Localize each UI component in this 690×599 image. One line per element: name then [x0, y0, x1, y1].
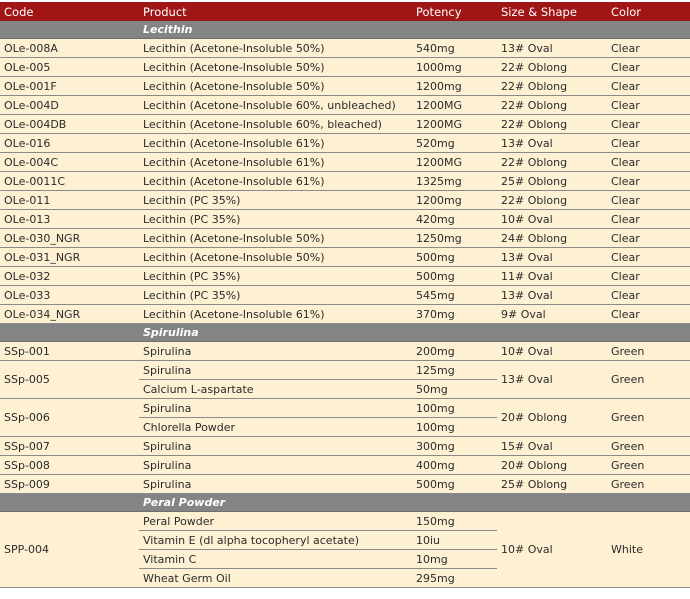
- cell-color: Clear: [607, 134, 690, 153]
- cell-size-shape: 13# Oval: [497, 286, 607, 305]
- cell-potency: 520mg: [412, 134, 497, 153]
- cell-size-shape: 10# Oval: [497, 210, 607, 229]
- section-blank-cell: [0, 21, 139, 39]
- cell-product: Spirulina: [139, 342, 412, 361]
- cell-color: Green: [607, 437, 690, 456]
- cell-size-shape: 13# Oval: [497, 134, 607, 153]
- table-row: [0, 153, 690, 172]
- cell-size-shape: 22# Oblong: [497, 58, 607, 77]
- cell-size-shape: 22# Oblong: [497, 96, 607, 115]
- cell-product: Vitamin C: [139, 550, 412, 569]
- cell-code: SSp-001: [0, 342, 139, 361]
- cell-size-shape: 13# Oval: [497, 248, 607, 267]
- table-row: [0, 456, 690, 475]
- cell-size-shape: 15# Oval: [497, 437, 607, 456]
- cell-potency: 100mg: [412, 418, 497, 437]
- cell-product: Spirulina: [139, 399, 412, 418]
- cell-code: SSp-008: [0, 456, 139, 475]
- table-row: [0, 399, 690, 418]
- table-body: [0, 21, 690, 588]
- cell-code: OLe-032: [0, 267, 139, 286]
- cell-potency: 370mg: [412, 305, 497, 324]
- cell-potency: 125mg: [412, 361, 497, 380]
- cell-product: Vitamin E (dl alpha tocopheryl acetate): [139, 531, 412, 550]
- cell-product: Lecithin (Acetone-Insoluble 50%): [139, 77, 412, 96]
- cell-product: Lecithin (PC 35%): [139, 210, 412, 229]
- cell-potency: 1200MG: [412, 153, 497, 172]
- section-row: [0, 21, 690, 39]
- cell-size-shape: 24# Oblong: [497, 229, 607, 248]
- cell-potency: 1200mg: [412, 77, 497, 96]
- header-product: Product: [139, 2, 412, 21]
- table-row: [0, 512, 690, 531]
- cell-color: Green: [607, 361, 690, 399]
- cell-size-shape: 13# Oval: [497, 39, 607, 58]
- cell-color: Clear: [607, 286, 690, 305]
- cell-potency: 295mg: [412, 569, 497, 588]
- cell-code: OLe-011: [0, 191, 139, 210]
- cell-potency: 10iu: [412, 531, 497, 550]
- cell-color: Green: [607, 342, 690, 361]
- cell-size-shape: 10# Oval: [497, 512, 607, 588]
- cell-potency: 300mg: [412, 437, 497, 456]
- cell-color: Clear: [607, 39, 690, 58]
- cell-product: Calcium L-aspartate: [139, 380, 412, 399]
- cell-code: OLe-005: [0, 58, 139, 77]
- cell-potency: 150mg: [412, 512, 497, 531]
- table-row: [0, 305, 690, 324]
- cell-size-shape: 25# Oblong: [497, 475, 607, 494]
- cell-size-shape: 10# Oval: [497, 342, 607, 361]
- cell-code: SSp-009: [0, 475, 139, 494]
- cell-code: OLe-016: [0, 134, 139, 153]
- cell-product: Lecithin (Acetone-Insoluble 61%): [139, 172, 412, 191]
- cell-potency: 400mg: [412, 456, 497, 475]
- cell-product: Spirulina: [139, 475, 412, 494]
- cell-potency: 50mg: [412, 380, 497, 399]
- cell-code: OLe-001F: [0, 77, 139, 96]
- table-row: [0, 286, 690, 305]
- cell-potency: 545mg: [412, 286, 497, 305]
- cell-potency: 1200MG: [412, 96, 497, 115]
- cell-code: OLe-004C: [0, 153, 139, 172]
- cell-product: Lecithin (Acetone-Insoluble 61%): [139, 134, 412, 153]
- cell-product: Lecithin (Acetone-Insoluble 61%): [139, 153, 412, 172]
- cell-product: Lecithin (Acetone-Insoluble 50%): [139, 248, 412, 267]
- cell-product: Lecithin (PC 35%): [139, 286, 412, 305]
- table-row: [0, 210, 690, 229]
- cell-product: Peral Powder: [139, 512, 412, 531]
- cell-potency: 200mg: [412, 342, 497, 361]
- table-row: [0, 58, 690, 77]
- cell-product: Wheat Germ Oil: [139, 569, 412, 588]
- cell-potency: 10mg: [412, 550, 497, 569]
- cell-color: Clear: [607, 305, 690, 324]
- cell-color: Clear: [607, 210, 690, 229]
- section-title: Lecithin: [139, 21, 690, 39]
- cell-color: Green: [607, 399, 690, 437]
- cell-color: White: [607, 512, 690, 588]
- header-potency: Potency: [412, 2, 497, 21]
- cell-color: Green: [607, 456, 690, 475]
- table-row: [0, 361, 690, 380]
- cell-code: SPP-004: [0, 512, 139, 588]
- header-color: Color: [607, 2, 690, 21]
- cell-product: Chlorella Powder: [139, 418, 412, 437]
- cell-code: OLe-004DB: [0, 115, 139, 134]
- cell-color: Clear: [607, 115, 690, 134]
- cell-color: Green: [607, 475, 690, 494]
- cell-size-shape: 20# Oblong: [497, 456, 607, 475]
- cell-potency: 500mg: [412, 248, 497, 267]
- cell-color: Clear: [607, 96, 690, 115]
- cell-size-shape: 22# Oblong: [497, 115, 607, 134]
- cell-potency: 420mg: [412, 210, 497, 229]
- cell-code: OLe-008A: [0, 39, 139, 58]
- table-row: [0, 248, 690, 267]
- product-table: [0, 2, 690, 588]
- cell-code: OLe-031_NGR: [0, 248, 139, 267]
- cell-product: Spirulina: [139, 361, 412, 380]
- cell-code: OLe-013: [0, 210, 139, 229]
- cell-code: SSp-006: [0, 399, 139, 437]
- cell-code: SSp-007: [0, 437, 139, 456]
- cell-potency: 1325mg: [412, 172, 497, 191]
- table-header-row: [0, 2, 690, 21]
- cell-potency: 100mg: [412, 399, 497, 418]
- cell-potency: 1200MG: [412, 115, 497, 134]
- section-blank-cell: [0, 494, 139, 512]
- table-row: [0, 437, 690, 456]
- table-row: [0, 39, 690, 58]
- section-row: [0, 324, 690, 342]
- table-row: [0, 96, 690, 115]
- table-row: [0, 229, 690, 248]
- cell-potency: 1000mg: [412, 58, 497, 77]
- cell-code: OLe-004D: [0, 96, 139, 115]
- cell-product: Lecithin (Acetone-Insoluble 50%): [139, 229, 412, 248]
- cell-size-shape: 13# Oval: [497, 361, 607, 399]
- cell-size-shape: 9# Oval: [497, 305, 607, 324]
- cell-product: Spirulina: [139, 456, 412, 475]
- header-code: Code: [0, 2, 139, 21]
- cell-code: OLe-0011C: [0, 172, 139, 191]
- table-row: [0, 172, 690, 191]
- table-row: [0, 267, 690, 286]
- cell-size-shape: 11# Oval: [497, 267, 607, 286]
- cell-product: Lecithin (Acetone-Insoluble 50%): [139, 58, 412, 77]
- cell-product: Lecithin (Acetone-Insoluble 50%): [139, 39, 412, 58]
- cell-product: Lecithin (Acetone-Insoluble 60%, unbleached): [139, 96, 412, 115]
- cell-size-shape: 25# Oblong: [497, 172, 607, 191]
- header-size-shape: Size & Shape: [497, 2, 607, 21]
- cell-potency: 500mg: [412, 475, 497, 494]
- cell-color: Clear: [607, 58, 690, 77]
- cell-color: Clear: [607, 77, 690, 96]
- cell-potency: 540mg: [412, 39, 497, 58]
- table-row: [0, 115, 690, 134]
- cell-color: Clear: [607, 229, 690, 248]
- table-row: [0, 191, 690, 210]
- cell-product: Lecithin (PC 35%): [139, 191, 412, 210]
- cell-product: Lecithin (PC 35%): [139, 267, 412, 286]
- cell-size-shape: 22# Oblong: [497, 191, 607, 210]
- cell-color: Clear: [607, 172, 690, 191]
- cell-size-shape: 22# Oblong: [497, 153, 607, 172]
- table-row: [0, 134, 690, 153]
- cell-code: OLe-030_NGR: [0, 229, 139, 248]
- cell-potency: 500mg: [412, 267, 497, 286]
- cell-color: Clear: [607, 191, 690, 210]
- cell-potency: 1250mg: [412, 229, 497, 248]
- cell-code: SSp-005: [0, 361, 139, 399]
- cell-product: Lecithin (Acetone-Insoluble 61%): [139, 305, 412, 324]
- cell-size-shape: 20# Oblong: [497, 399, 607, 437]
- cell-code: OLe-033: [0, 286, 139, 305]
- cell-color: Clear: [607, 267, 690, 286]
- cell-product: Lecithin (Acetone-Insoluble 60%, bleached): [139, 115, 412, 134]
- table-row: [0, 475, 690, 494]
- cell-color: Clear: [607, 153, 690, 172]
- section-title: Peral Powder: [139, 494, 690, 512]
- cell-product: Spirulina: [139, 437, 412, 456]
- cell-color: Clear: [607, 248, 690, 267]
- cell-code: OLe-034_NGR: [0, 305, 139, 324]
- section-title: Spirulina: [139, 324, 690, 342]
- table-row: [0, 77, 690, 96]
- table-row: [0, 342, 690, 361]
- section-blank-cell: [0, 324, 139, 342]
- section-row: [0, 494, 690, 512]
- cell-potency: 1200mg: [412, 191, 497, 210]
- cell-size-shape: 22# Oblong: [497, 77, 607, 96]
